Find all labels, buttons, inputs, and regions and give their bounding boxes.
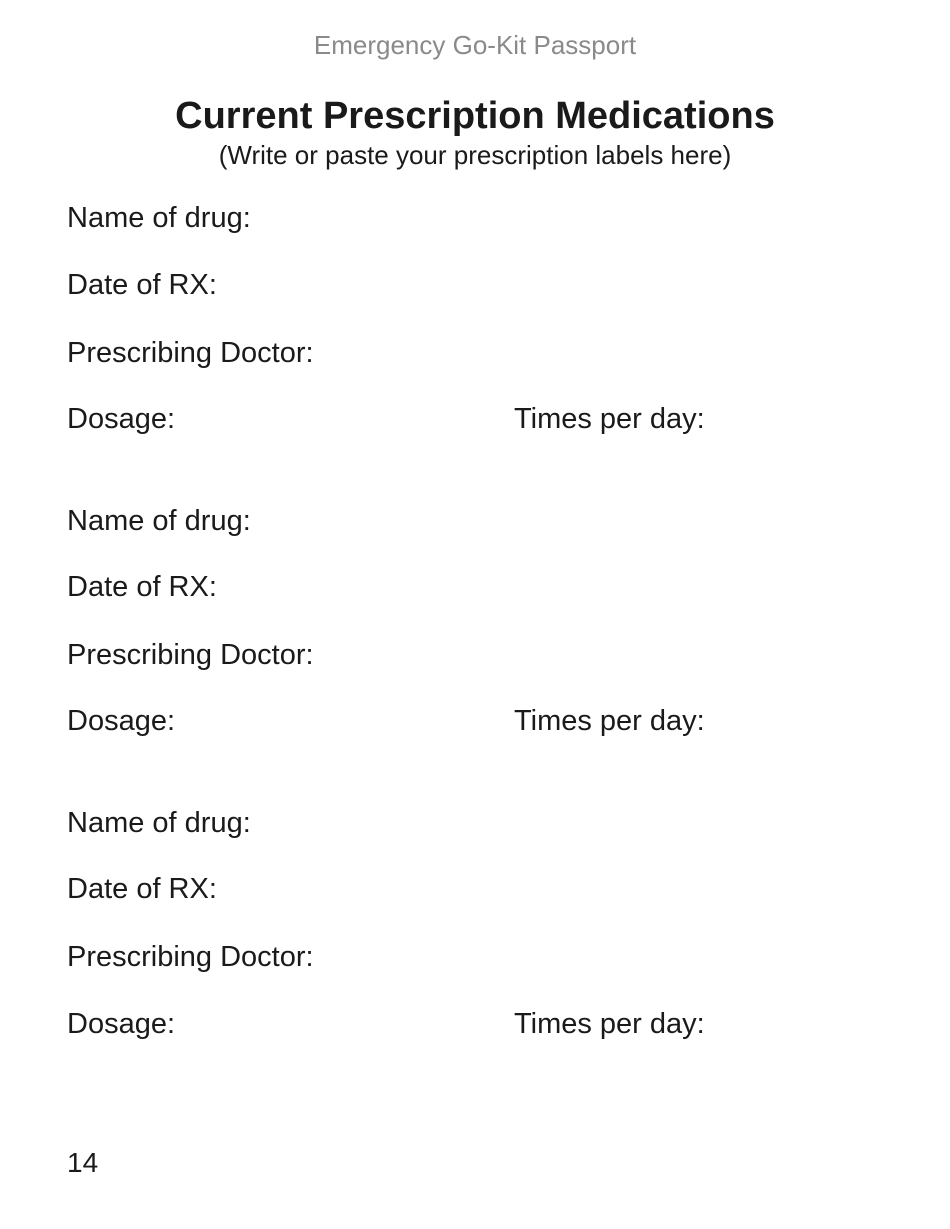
date-of-rx-label: Date of RX: [67, 873, 217, 905]
page-number: 14 [67, 1147, 99, 1178]
page-subtitle: (Write or paste your prescription labels here) [218, 140, 732, 170]
times-per-day-label: Times per day: [514, 1008, 705, 1040]
date-of-rx-label: Date of RX: [67, 269, 217, 301]
page-title: Current Prescription Medications [175, 95, 775, 137]
dosage-label: Dosage: [67, 403, 176, 435]
name-of-drug-label: Name of drug: [67, 505, 251, 537]
times-per-day-label: Times per day: [514, 403, 705, 435]
prescribing-doctor-label: Prescribing Doctor: [67, 941, 314, 973]
prescribing-doctor-label: Prescribing Doctor: [67, 337, 314, 369]
times-per-day-label: Times per day: [514, 705, 705, 737]
running-header: Emergency Go-Kit Passport [313, 30, 637, 60]
name-of-drug-label: Name of drug: [67, 202, 251, 234]
date-of-rx-label: Date of RX: [67, 571, 217, 603]
prescribing-doctor-label: Prescribing Doctor: [67, 639, 314, 671]
dosage-label: Dosage: [67, 1008, 176, 1040]
name-of-drug-label: Name of drug: [67, 807, 251, 839]
dosage-label: Dosage: [67, 705, 176, 737]
